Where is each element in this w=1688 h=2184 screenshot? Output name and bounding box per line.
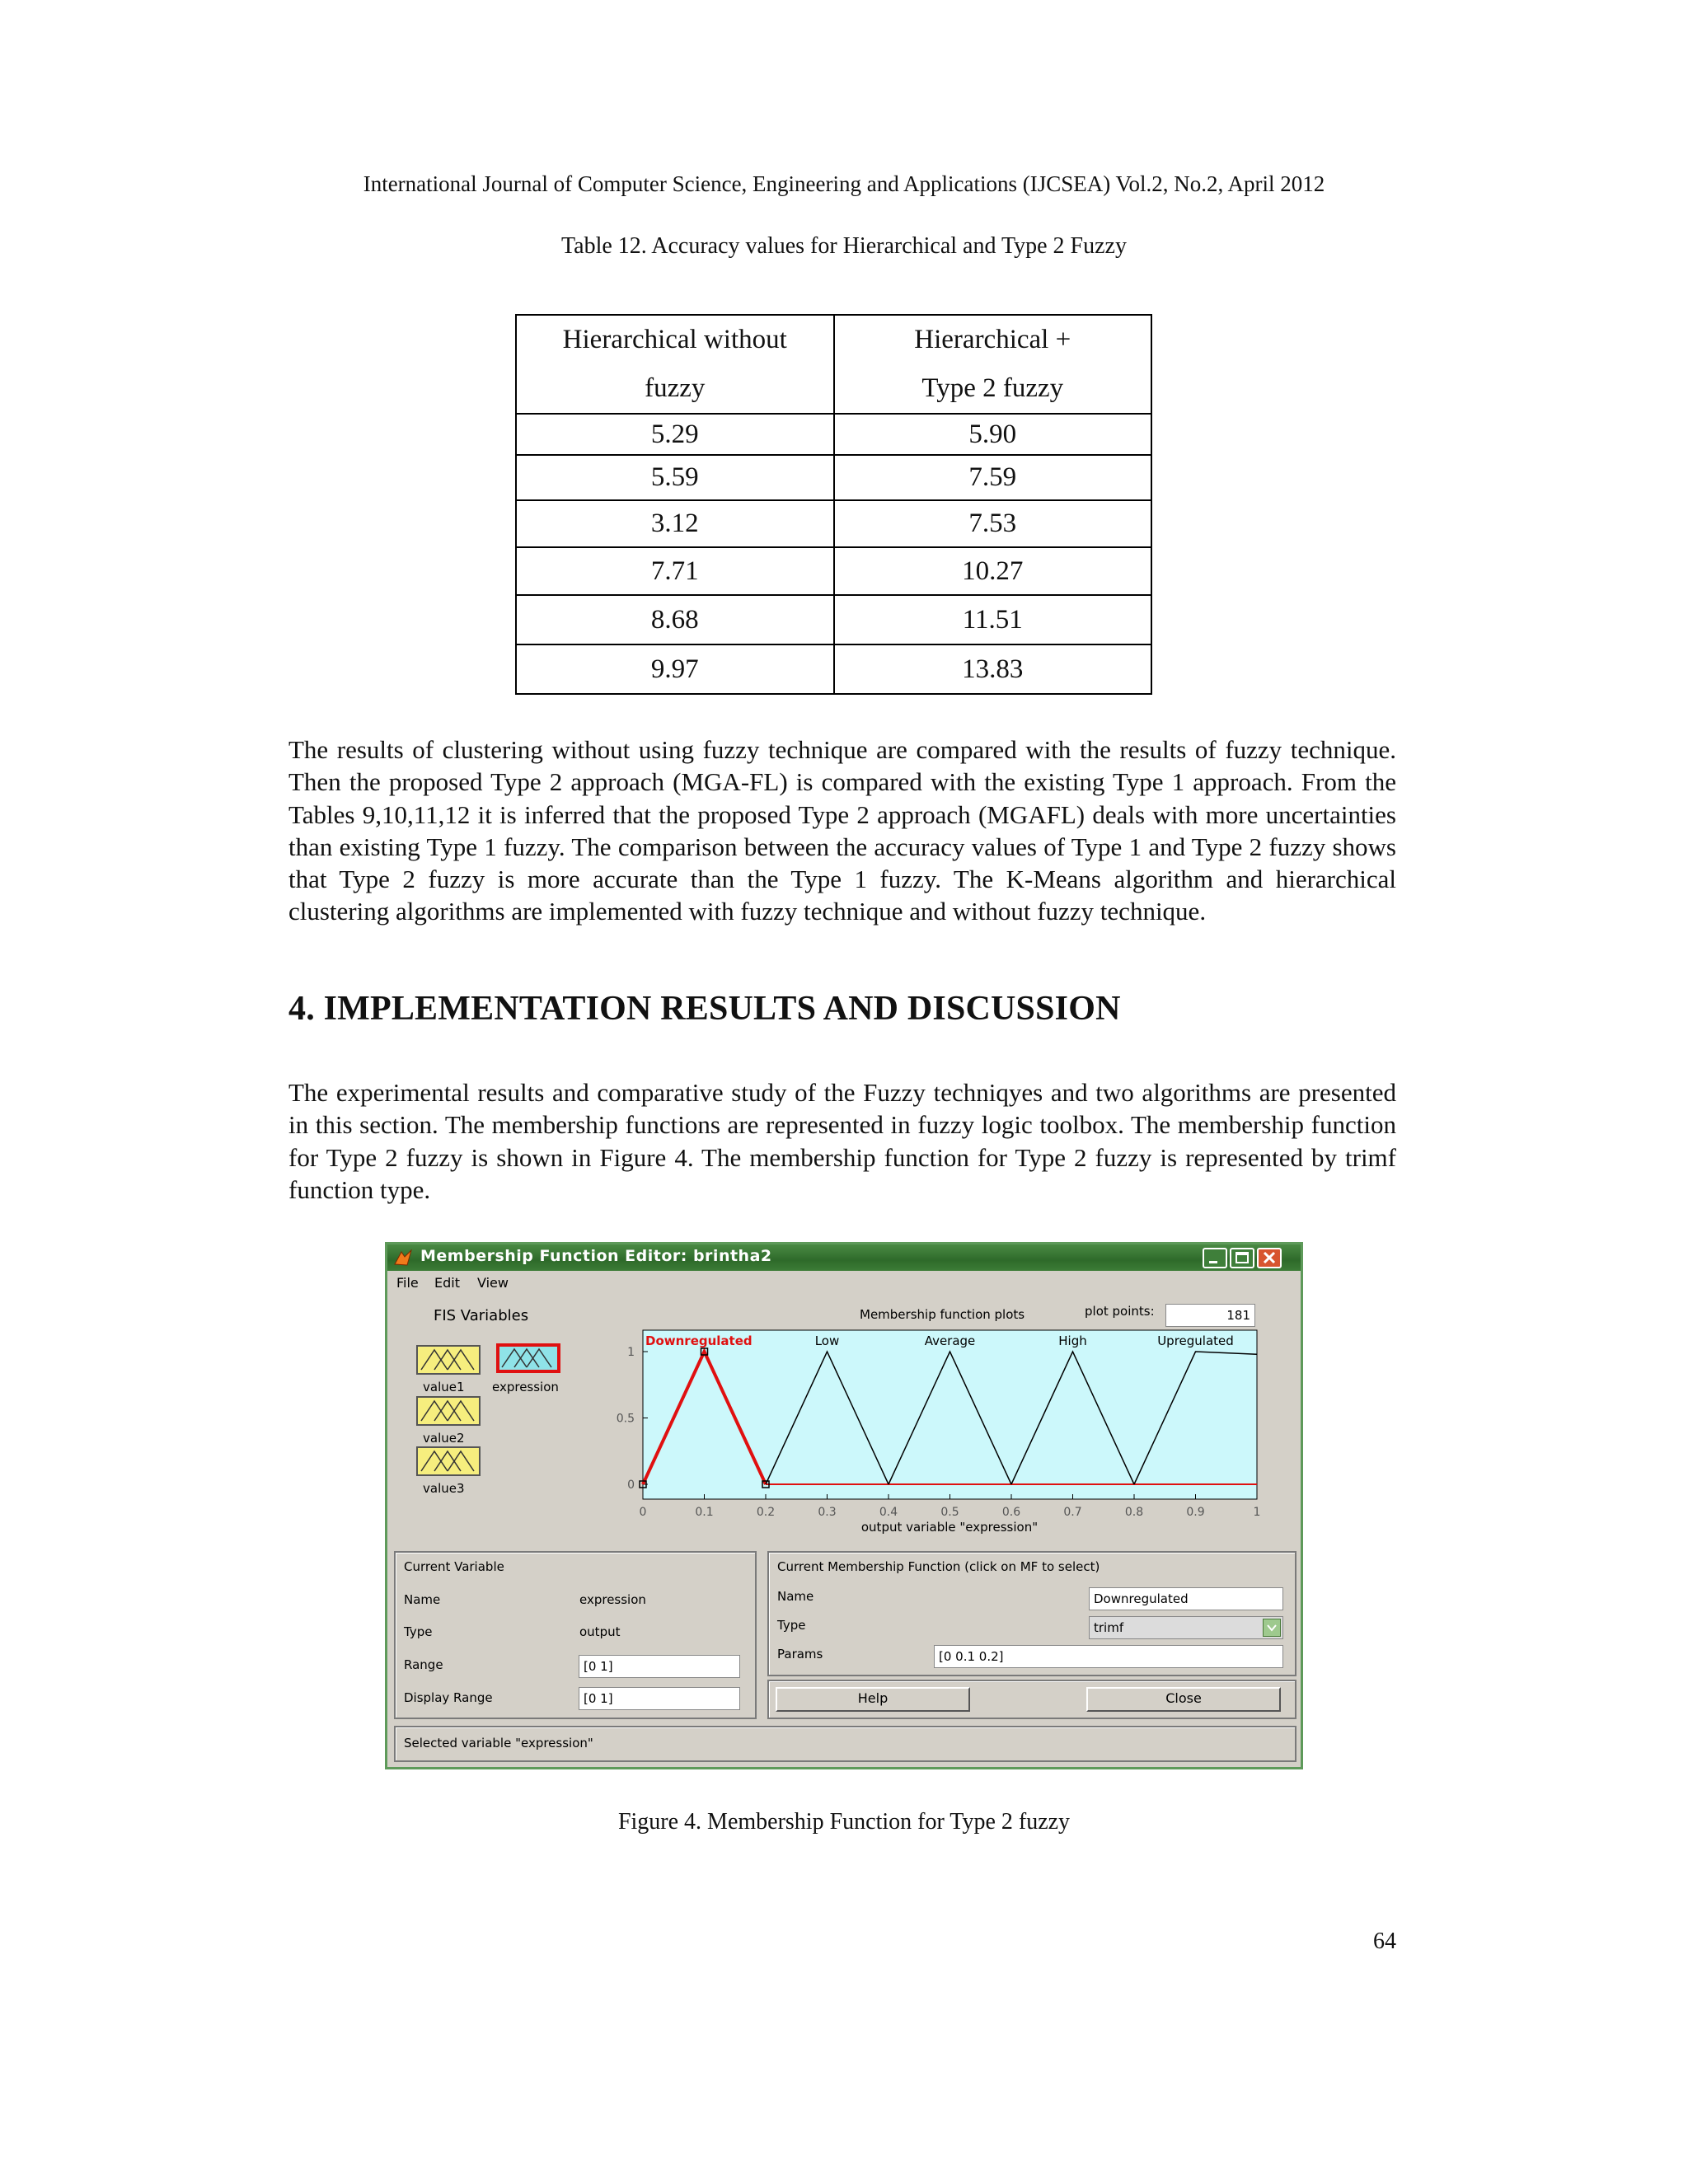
status-text: Selected variable "expression" [404, 1736, 593, 1750]
table-row [516, 547, 1151, 595]
mf-label: Upregulated [1157, 1333, 1234, 1348]
table-cell: 7.71 [516, 547, 834, 595]
col2-header-line2: Type 2 fuzzy [921, 373, 1064, 403]
table-header-col2 [834, 315, 1152, 414]
menu-file[interactable]: File [396, 1275, 419, 1291]
x-axis-label: output variable "expression" [860, 1520, 1039, 1535]
mf-type-value: trimf [1094, 1620, 1124, 1635]
plot-points-label: plot points: [1085, 1304, 1155, 1319]
col1-header-line2: fuzzy [645, 373, 706, 403]
mf-label: Low [814, 1333, 840, 1348]
table-cell: 10.27 [834, 547, 1152, 595]
variable-type-value: output [579, 1624, 621, 1639]
table-row [516, 644, 1151, 694]
col2-header-line1: Hierarchical + [914, 325, 1071, 354]
variable-name-value: expression [579, 1592, 646, 1607]
table-cell: 3.12 [516, 500, 834, 547]
x-tick-label: 0.3 [818, 1506, 837, 1519]
table-cell: 13.83 [834, 644, 1152, 694]
page-number: 64 [1373, 1929, 1396, 1954]
y-tick-label: 1 [627, 1346, 635, 1359]
plot-points-input[interactable]: 181 [1165, 1304, 1255, 1327]
help-button[interactable]: Help [776, 1687, 970, 1712]
table-cell: 7.53 [834, 500, 1152, 547]
table-cell: 5.29 [516, 414, 834, 455]
menu-edit[interactable]: Edit [434, 1275, 460, 1291]
table-row [516, 595, 1151, 644]
table-cell: 11.51 [834, 595, 1152, 644]
x-tick-label: 0.2 [756, 1506, 776, 1519]
mf-name-label: Name [777, 1589, 814, 1604]
x-tick-label: 0 [639, 1506, 647, 1519]
table-cell: 5.59 [516, 455, 834, 500]
section-heading: 4. IMPLEMENTATION RESULTS AND DISCUSSION [288, 990, 1121, 1028]
col1-header-line1: Hierarchical without [562, 325, 787, 354]
y-tick-label: 0.5 [616, 1412, 635, 1426]
mf-type-label: Type [777, 1618, 806, 1633]
mf-label: High [1058, 1333, 1087, 1348]
paragraph-implementation: The experimental results and comparative study of the Fuzzy techniqyes and two algorithms are presented in this section. The membership functions are represented in fuzzy logic toolbox. The membership function for Type 2 fuzzy is shown in Figure 4. The membership function for Type 2 fuzzy is represented by trimf function type. [288, 1078, 1396, 1204]
x-tick-label: 1 [1253, 1506, 1261, 1519]
table-cell: 9.97 [516, 644, 834, 694]
current-mf-header: Current Membership Function (click on MF to select) [777, 1559, 1100, 1574]
table-row [516, 500, 1151, 547]
variable-name-label: Name [404, 1592, 441, 1607]
fis-label-value2: value2 [423, 1431, 465, 1446]
display-range-label: Display Range [404, 1690, 493, 1705]
fis-label-value1: value1 [423, 1380, 465, 1394]
table-header-col1 [516, 315, 834, 414]
mf-plot [387, 1244, 1301, 1541]
table-cell: 8.68 [516, 595, 834, 644]
x-tick-label: 0.7 [1063, 1506, 1082, 1519]
mf-label: Average [924, 1333, 976, 1348]
button-panel [767, 1680, 1296, 1719]
fis-variables-label: FIS Variables [434, 1307, 529, 1324]
window-title: Membership Function Editor: brintha2 [420, 1247, 772, 1265]
menu-view[interactable]: View [477, 1275, 509, 1291]
close-button[interactable]: Close [1086, 1687, 1281, 1712]
current-variable-header: Current Variable [404, 1559, 504, 1574]
table-row [516, 414, 1151, 455]
mf-params-label: Params [777, 1647, 823, 1661]
plot-title: Membership function plots [860, 1307, 1025, 1322]
x-tick-label: 0.9 [1186, 1506, 1205, 1519]
display-range-input[interactable]: [0 1] [579, 1687, 740, 1710]
mf-editor-window [385, 1242, 1303, 1769]
table-cell: 5.90 [834, 414, 1152, 455]
table-row [516, 455, 1151, 500]
accuracy-table [515, 314, 1152, 695]
journal-header: International Journal of Computer Science, Engineering and Applications (IJCSEA) Vol.2, No.2, April 2012 [363, 171, 1325, 196]
mf-type-select[interactable] [1089, 1616, 1283, 1639]
status-bar [394, 1726, 1296, 1762]
paragraph-results: The results of clustering without using fuzzy technique are compared with the results of fuzzy technique. Then the proposed Type 2 approach (MGA-FL) is compared with the existing Type 1 approach. From the Tables 9,10,11,12 it is inferred that the proposed Type 2 approach (MGAFL) deals with more uncertainties than existing Type 1 fuzzy. The comparison between the accuracy values of Type 1 and Type 2 fuzzy shows that Type 2 fuzzy is more accurate than the Type 1 fuzzy. The K-Means algorithm and hierarchical clustering algorithms are implemented with fuzzy technique and without fuzzy technique. [288, 735, 1396, 926]
x-tick-label: 0.1 [695, 1506, 714, 1519]
mf-label: Downregulated [645, 1333, 753, 1348]
x-tick-label: 0.6 [1001, 1506, 1021, 1519]
x-tick-label: 0.8 [1124, 1506, 1144, 1519]
mf-params-input[interactable]: [0 0.1 0.2] [934, 1645, 1283, 1668]
range-label: Range [404, 1657, 443, 1672]
mf-name-input[interactable]: Downregulated [1089, 1587, 1283, 1610]
figure-caption: Figure 4. Membership Function for Type 2 fuzzy [617, 1809, 1071, 1835]
table-caption: Table 12. Accuracy values for Hierarchical and Type 2 Fuzzy [561, 233, 1127, 259]
table-cell: 7.59 [834, 455, 1152, 500]
range-input[interactable]: [0 1] [579, 1655, 740, 1678]
current-variable-panel [394, 1551, 757, 1719]
current-mf-panel [767, 1551, 1296, 1676]
chevron-down-icon[interactable] [1263, 1619, 1281, 1637]
x-tick-label: 0.5 [940, 1506, 959, 1519]
y-tick-label: 0 [627, 1479, 635, 1492]
variable-type-label: Type [404, 1624, 433, 1639]
x-tick-label: 0.4 [879, 1506, 898, 1519]
fis-label-expression: expression [492, 1380, 559, 1394]
fis-label-value3: value3 [423, 1481, 465, 1496]
